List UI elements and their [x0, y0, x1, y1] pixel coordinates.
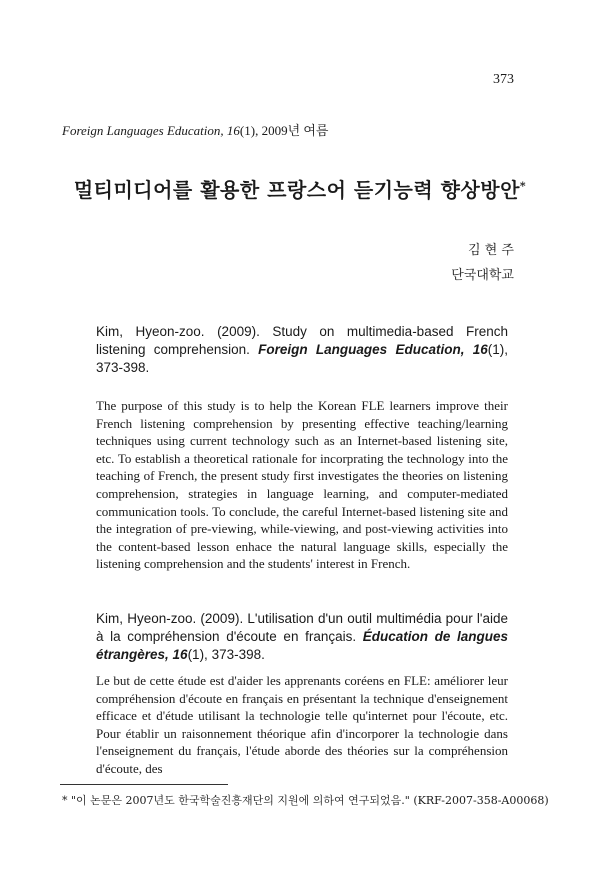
- page-number: 373: [493, 72, 514, 87]
- author-name: 김 현 주: [468, 243, 514, 258]
- reference-french-prefix: Kim, Hyeon-zoo. (2009). L'utilisation d'un outil multimédia pour l'aide à la compréhension d'écoute en français.: [96, 611, 508, 644]
- reference-french: [96, 610, 508, 664]
- reference-english-prefix: Kim, Hyeon-zoo. (2009). Study on multimedia-based French listening comprehension.: [96, 324, 508, 357]
- abstract-french: Le but de cette étude est d'aider les apprenants coréens en FLE: améliorer leur compréhension d'écoute en français en présentant la technique d'enseignement efficace et d'étude utilisant la technologie telle qu'internet pour l'écoute, etc. Pour établir un raisonnement théorique afin d'incorporer la technologie dans l'enseignement du français, l'étude aborde des théories sur la compréhension d'écoute, des: [96, 673, 508, 776]
- reference-french-suffix: (1), 373-398.: [187, 647, 265, 662]
- journal-issue-year: (1), 2009년 여름: [239, 123, 329, 138]
- journal-name: Foreign Languages Education,: [62, 123, 224, 138]
- abstract-english: The purpose of this study is to help the Korean FLE learners improve their French listening comprehension by presenting effective teaching/learning techniques using current technology such as an Internet-based listening site, etc. To establish a theoretical rationale for incorprating the technology into the teaching of French, the present study first investigates the theories on listening comprehension, strategies in language learning, and computer-mediated communication tools. To conclude, the careful Internet-based listening site and the integration of pre-viewing, while-viewing, and post-viewing activities into the content-based lesson enhace the natural language skills, especially the listening comprehension and the students' interest in French.: [96, 398, 508, 572]
- reference-english: [96, 323, 508, 377]
- author-affiliation: 단국대학교: [451, 268, 514, 283]
- paper-title: [0, 174, 600, 203]
- reference-french-journal: Éducation de langues étrangères, 16: [96, 629, 508, 662]
- author-block: [451, 238, 514, 288]
- reference-english-suffix: (1), 373-398.: [96, 342, 508, 375]
- journal-header: [62, 120, 329, 139]
- paper-title-text: 멀티미디어를 활용한 프랑스어 듣기능력 향상방안: [73, 178, 520, 202]
- reference-english-journal: Foreign Languages Education, 16: [258, 342, 488, 357]
- footnote: * "이 논문은 2007년도 한국학술진흥재단의 지원에 의하여 연구되었음." (KRF-2007-358-A00068): [62, 794, 549, 807]
- journal-volume: 16: [226, 123, 240, 138]
- footnote-divider: [60, 784, 228, 785]
- title-footnote-mark: *: [519, 179, 527, 193]
